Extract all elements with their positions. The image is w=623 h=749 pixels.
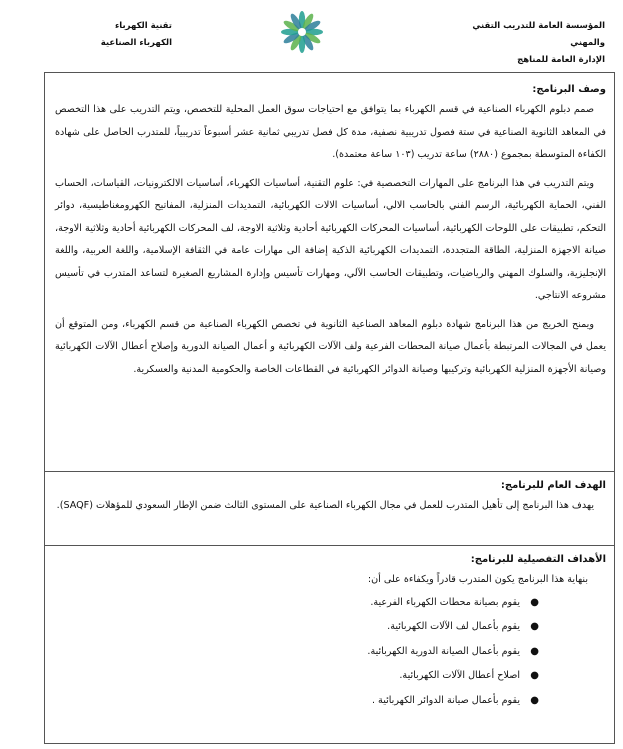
bullet-icon: ● (530, 597, 539, 608)
general-goal-text: يهدف هذا البرنامج إلى تأهيل المتدرب للعمل في مجال الكهرباء الصناعية على المستوى الثالث ضمن الإطار السعودي للمؤهلات (SAQF). (56, 500, 594, 511)
bullet-icon: ● (530, 694, 539, 706)
content-table (44, 72, 615, 744)
logo-center (298, 28, 306, 36)
program-header (62, 18, 172, 52)
row-divider (45, 471, 614, 472)
detailed-goals-section (45, 551, 614, 713)
organization-name: المؤسسة العامة للتدريب التقني والمهني (472, 21, 605, 48)
objectives-list (55, 591, 606, 713)
specialty-name: تقنية الكهرباء (114, 21, 172, 31)
bullet-icon: ● (530, 670, 539, 682)
list-item: ● يقوم بصيانة محطات الكهرباء الفرعية. (55, 591, 606, 615)
detailed-goals-intro: بنهاية هذا البرنامج يكون المتدرب قادراً ويكفاءة على أن: (367, 574, 588, 585)
tvtc-logo-icon (272, 8, 332, 60)
description-section (45, 81, 614, 381)
row-divider (45, 545, 614, 546)
detailed-goals-title: الأهداف التفصيلية للبرنامج: (470, 554, 606, 565)
bullet-icon: ● (530, 621, 539, 633)
list-item: ● يقوم بأعمال صيانة الدوائر الكهربائية . (55, 689, 606, 713)
description-paragraph: ويمنح الخريج من هذا البرنامج شهادة دبلوم المعاهد الصناعية الثانوية في تخصص الكهرباء الصناعية من قسم الكهرباء، ومن المتوقع أن يعمل في المجالات المرتبطة بأعمال صيانة المحطات الفرعية ولف الآلات الكهربائية و أعمال الصيانة الدورية وإصلاح أعطال الآلات الكهربائية وصيانة الأجهزة المنزلية الكهربائية وتركيبها وصيانة الدوائر الكهربائية في القطاعات الخاصة والحكومية المدنية والعسكرية. (55, 318, 606, 375)
bullet-icon: ● (530, 645, 539, 657)
department-name: الإدارة العامة للمناهج (517, 55, 605, 65)
description-paragraph: صمم دبلوم الكهرباء الصناعية في قسم الكهرباء بما يتوافق مع احتياجات سوق العمل المحلية للتخصص، ويتم التدريب على هذا التخصص في المعاهد الثانوية الصناعية في ستة فصول تدريبية نصفية، مدة كل فصل تدريبي ثمانية عشر أسبوعاً تدريبياً، للمتدرب الحاصل على شهادة الكفاءة المتوسطة بمجموع (٢٨٨٠) ساعة تدريب (١٠٣ ساعة معتمدة). (55, 104, 606, 160)
list-item: ● يقوم بأعمال لف الآلات الكهربائية. (55, 615, 606, 639)
organization-header (435, 18, 605, 69)
description-paragraph: ويتم التدريب في هذا البرنامج على المهارات التخصصية في: علوم التقنية، أساسيات الكهرباء، أساسيات الالكترونيات، القياسات، الحساب الفني، الحماية الكهربائية، الرسم الفني بالحاسب الالي، أساسيات الالات الكهربائية، التمديدات المنزلية، المفاتيح الكهرومغناطيسية، دوائر التحكم، تطبيقات على اللوحات الكهربائية، أساسيات المحركات الكهربائية أحادية وثلاثية الاوجة، لف المحركات الكهربائية أحادية وثلاثية الاوجة، صيانة الاجهزة المنزلية، الطاقة المتجددة، التمديدات الكهربائية الذكية إضافة الى مهارات عامة في الثقافة الإسلامية، واللغة العربية، واللغة الإنجليزية، والسلوك المهني والرياضيات، وتطبيقات الحاسب الآلي، ومهارات تأسيس وإدارة المشاريع الصغيرة لتساعد المتدرب في تأسيس مشروعه الانتاجي. (55, 177, 606, 301)
general-goal-section (45, 477, 614, 518)
general-goal-title: الهدف العام للبرنامج: (500, 480, 606, 491)
list-item: ● اصلاح أعطال الآلات الكهربائية. (55, 664, 606, 688)
program-name: الكهرباء الصناعية (100, 38, 172, 48)
list-item: ● يقوم بأعمال الصيانة الدورية الكهربائية. (55, 640, 606, 664)
description-title: وصف البرنامج: (532, 84, 606, 95)
